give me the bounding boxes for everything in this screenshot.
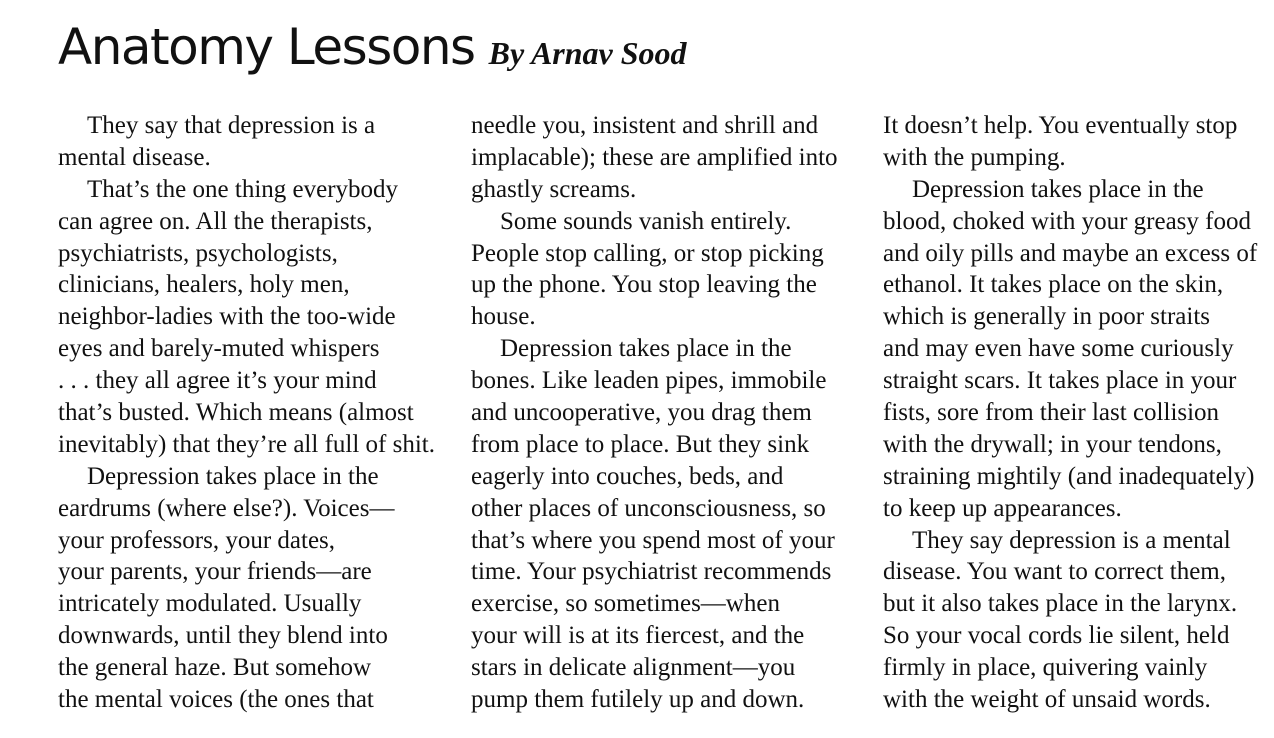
text-line: ghastly screams. — [471, 175, 637, 203]
text-line: blood, choked with your greasy food — [883, 207, 1251, 235]
text-line: and oily pills and maybe an excess of — [883, 239, 1258, 267]
text-line: straining mightily (and inadequately) — [883, 462, 1255, 490]
text-line: firmly in place, quivering vainly — [883, 654, 1208, 682]
text-line: downwards, until they blend into — [58, 622, 388, 650]
text-line: can agree on. All the therapists, — [58, 207, 373, 235]
text-line: your will is at its fiercest, and the — [471, 622, 805, 650]
text-line: eyes and barely-muted whispers — [58, 335, 380, 363]
text-line: intricately modulated. Usually — [58, 590, 362, 618]
text-line: disease. You want to correct them, — [883, 558, 1226, 586]
text-line: but it also takes place in the larynx. — [883, 590, 1238, 618]
text-line: exercise, so sometimes—when — [471, 590, 780, 618]
text-line: So your vocal cords lie silent, held — [883, 622, 1230, 650]
text-line: ethanol. It takes place on the skin, — [883, 271, 1224, 299]
text-line: Depression takes place in the — [500, 335, 792, 363]
text-column-2 — [471, 110, 866, 716]
text-line: from place to place. But they sink — [471, 430, 810, 458]
text-line: that’s busted. Which means (almost — [58, 399, 414, 427]
text-column-3 — [883, 110, 1274, 716]
text-line: to keep up appearances. — [883, 494, 1122, 522]
text-line: your professors, your dates, — [58, 526, 336, 554]
text-line: fists, sore from their last collision — [883, 399, 1220, 427]
text-line: Depression takes place in the — [87, 462, 379, 490]
text-line: eardrums (where else?). Voices— — [58, 494, 395, 522]
text-line: bones. Like leaden pipes, immobile — [471, 367, 827, 395]
article-byline: By Arnav Sood — [488, 35, 687, 71]
article-title: Anatomy Lessons — [58, 18, 475, 76]
text-line: the mental voices (the ones that — [58, 686, 374, 714]
text-line: stars in delicate alignment—you — [471, 654, 796, 682]
text-line: Some sounds vanish entirely. — [500, 207, 792, 235]
text-line: neighbor-ladies with the too-wide — [58, 303, 396, 331]
text-line: straight scars. It takes place in your — [883, 367, 1237, 395]
text-line: inevitably) that they’re all full of shit. — [58, 430, 435, 458]
text-line: They say depression is a mental — [912, 526, 1231, 554]
text-column-1 — [58, 110, 453, 716]
text-line: other places of unconsciousness, so — [471, 494, 826, 522]
text-line: eagerly into couches, beds, and — [471, 462, 784, 490]
text-line: and uncooperative, you drag them — [471, 399, 812, 427]
text-line: People stop calling, or stop picking — [471, 239, 824, 267]
text-line: mental disease. — [58, 143, 211, 171]
text-line: which is generally in poor straits — [883, 303, 1211, 331]
text-line: psychiatrists, psychologists, — [58, 239, 338, 267]
text-line: needle you, insistent and shrill and — [471, 112, 819, 139]
text-line: with the drywall; in your tendons, — [883, 430, 1222, 458]
text-line: Depression takes place in the — [912, 175, 1204, 203]
text-line: They say that depression is a — [87, 112, 376, 139]
text-line: pump them futilely up and down. — [471, 686, 805, 714]
text-line: time. Your psychiatrist recommends — [471, 558, 832, 586]
article-header — [58, 18, 687, 76]
text-line: and may even have some curiously — [883, 335, 1234, 363]
text-line: implacable); these are amplified into — [471, 143, 838, 171]
text-line: up the phone. You stop leaving the — [471, 271, 817, 299]
text-line: that’s where you spend most of your — [471, 526, 835, 554]
text-line: That’s the one thing everybody — [87, 175, 399, 203]
text-line: house. — [471, 303, 536, 331]
text-line: your parents, your friends—are — [58, 558, 372, 586]
text-line: . . . they all agree it’s your mind — [58, 367, 377, 395]
text-line: clinicians, healers, holy men, — [58, 271, 350, 299]
text-line: the general haze. But somehow — [58, 654, 372, 682]
text-line: with the pumping. — [883, 143, 1066, 171]
text-line: with the weight of unsaid words. — [883, 686, 1211, 714]
text-line: It doesn’t help. You eventually stop — [883, 112, 1238, 139]
